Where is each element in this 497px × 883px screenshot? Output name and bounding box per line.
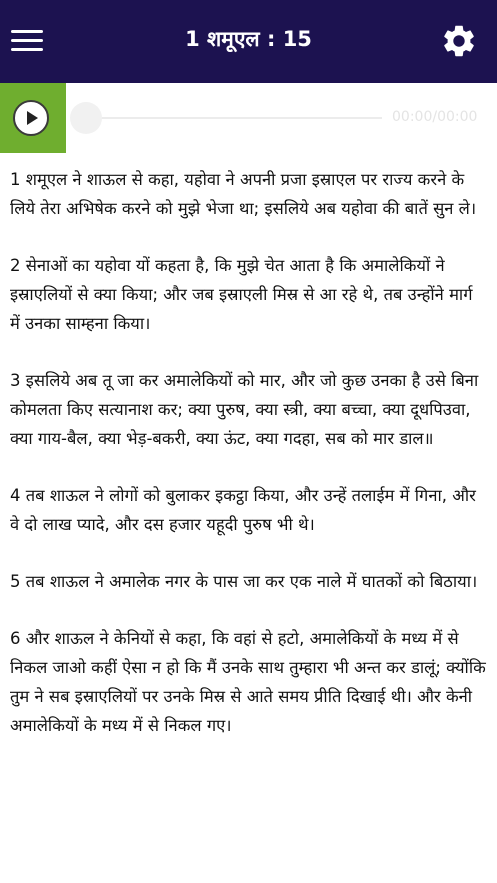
menu-bar-bottom [11,48,43,51]
menu-bar-top [11,30,43,33]
seek-bar[interactable] [72,117,382,119]
time-display: 00:00/00:00 [392,109,478,125]
hamburger-menu-icon[interactable] [11,28,45,54]
verse-1: 1 शमूएल ने शाऊल से कहा, यहोवा ने अपनी प्रजा इस्राएल पर राज्य करने के लिये तेरा अभिषेक करने को मुझे भेजा था; इसलिये अब यहोवा की बातें सुन ले। [10,170,477,218]
app-header [0,0,497,83]
verse-3: 3 इसलिये अब तू जा कर अमालेकियों को मार, और जो कुछ उनका है उसे बिना कोमलता किए सत्यानाश कर; क्या पुरुष, क्या स्त्री, क्या बच्चा, क्या दूधपिउवा, क्या गाय-बैल, क्या भेड़-बकरी, क्या ऊंट, क्या गदहा, सब को मार डाल॥ [10,371,479,448]
verse-4: 4 तब शाऊल ने लोगों को बुलाकर इकट्ठा किया, और उन्हें तलाईम में गिना, और वे दो लाख प्यादे, और दस हजार यहूदी पुरुष भी थे। [10,486,476,534]
page-title: 1 शमूएल : 15 [185,27,312,51]
gear-svg [440,22,478,60]
bottom-blank-area [0,803,497,883]
verse-5: 5 तब शाऊल ने अमालेक नगर के पास जा कर एक नाले में घातकों को बिठाया। [10,572,478,591]
play-icon [24,110,40,126]
menu-bar-middle [11,39,43,42]
seek-handle[interactable] [70,102,102,134]
gear-icon[interactable] [440,22,478,60]
audio-player [0,83,497,153]
play-circle [13,100,49,136]
verse-2: 2 सेनाओं का यहोवा यों कहता है, कि मुझे चेत आता है कि अमालेकियों ने इस्राएलियों से क्या किया; और जब इस्राएली मिस्र से आ रहे थे, तब उन्होंने मार्ग में उनका साम्हना किया। [10,256,473,333]
verse-list[interactable] [0,153,497,803]
play-button[interactable] [0,83,66,153]
verse-6: 6 और शाऊल ने केनियों से कहा, कि वहां से हटो, अमालेकियों के मध्य में से निकल जाओ कहीं ऐसा न हो कि मैं उनके साथ तुम्हारा भी अन्त कर डालूं; क्योंकि तुम ने सब इस्राएलियों पर उनके मिस्र से आते समय प्रीति दिखाई थी। और केनी अमालेकियों के मध्य में से निकल गए। [10,629,486,735]
